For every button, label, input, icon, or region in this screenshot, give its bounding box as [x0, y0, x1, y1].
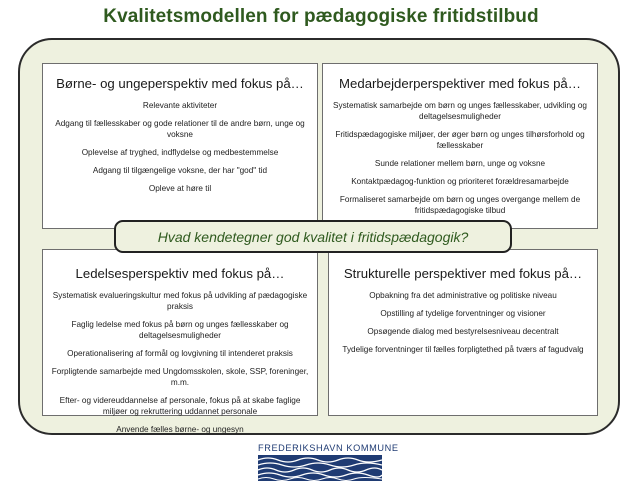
quadrant-item: Relevante aktiviteter: [142, 101, 218, 110]
quadrant-item: Sunde relationer mellem børn, unge og voksne: [374, 159, 546, 168]
quadrant-item: Oplevelse af tryghed, indflydelse og medbestemmelse: [81, 148, 279, 157]
quadrant-item: Opstilling af tydelige forventninger og visioner: [380, 309, 546, 318]
quadrant-heading: Ledelsesperspektiv med fokus på…: [75, 266, 285, 281]
quadrant-item: Operationalisering af formål og lovgivning til intenderet praksis: [67, 349, 293, 358]
quadrant-item: Efter- og videreuddannelse af personale, fokus på at skabe faglige miljøer og rekruttering uddannet personale: [59, 396, 301, 416]
quadrant-heading: Børne- og ungeperspektiv med fokus på…: [56, 76, 304, 91]
quadrant-item: Adgang til fællesskaber og gode relationer til de andre børn, unge og voksne: [55, 119, 305, 139]
quadrant-item: Fritidspædagogiske miljøer, der øger børn og unges tilhørsforhold og fællesskaber: [335, 130, 585, 150]
central-question-text: Hvad kendetegner god kvalitet i fritidspædagogik?: [157, 228, 469, 245]
quadrant-item: Adgang til tilgængelige voksne, der har "god" tid: [92, 166, 268, 175]
central-question-box: [114, 220, 512, 253]
child-youth-perspective-box: [42, 63, 318, 229]
logo-waves-icon: [258, 455, 382, 481]
logo-text: FREDERIKSHAVN KOMMUNE: [258, 443, 399, 453]
structural-perspective-box: [328, 249, 598, 416]
municipality-logo: [258, 443, 399, 482]
quadrant-item: Faglig ledelse med fokus på børn og unges fællesskaber og deltagelsesmuligheder: [71, 320, 289, 340]
quadrant-item: Forpligtende samarbejde med Ungdomsskolen, skole, SSP, foreninger, m.m.: [51, 367, 309, 387]
quadrant-item: Kontaktpædagog-funktion og prioriteret forældresamarbejde: [351, 177, 569, 186]
quadrant-item: Systematisk evalueringskultur med fokus på udvikling af pædagogiske praksis: [52, 291, 308, 311]
quadrant-item: Anvende fælles børne- og ungesyn: [116, 425, 244, 434]
quadrant-item: Opbakning fra det administrative og politiske niveau: [369, 291, 557, 300]
management-perspective-box: [42, 249, 318, 434]
quadrant-heading: Strukturelle perspektiver med fokus på…: [343, 266, 583, 281]
quadrant-item: Systematisk samarbejde om børn og unges fællesskaber, udvikling og deltagelsesmuligheder: [333, 101, 587, 121]
quadrant-item: Opsøgende dialog med bestyrelsesniveau decentralt: [367, 327, 559, 336]
quadrant-item: Formaliseret samarbejde om børn og unges overgange mellem de fritidspædagogiske tilbud: [339, 195, 581, 215]
quadrant-heading: Medarbejderperspektiver med fokus på…: [339, 76, 581, 91]
quadrant-item: Tydelige forventninger til fælles forpligtethed på tværs af fagudvalg: [342, 345, 584, 354]
staff-perspective-box: [322, 63, 598, 229]
page-title: Kvalitetsmodellen for pædagogiske fritidstilbud: [103, 6, 539, 27]
quadrant-item: Opleve at høre til: [148, 184, 212, 193]
